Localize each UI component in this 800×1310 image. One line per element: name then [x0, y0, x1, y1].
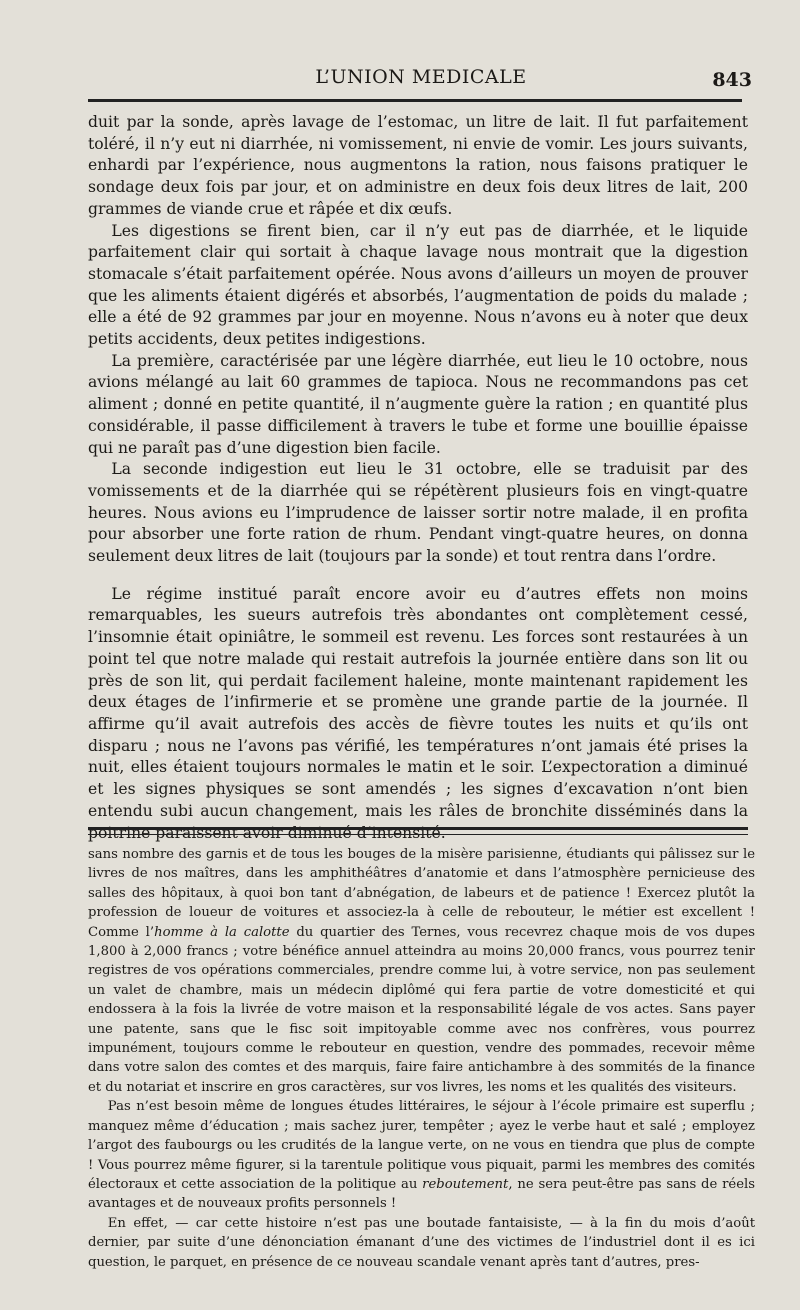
feuilleton-paragraph: En effet, — car cette histoire n’est pas une boutade fantaisiste, — à la fin du mois d’août dernier, par suite d’une dénonciation émanant d’une des victimes de l’industriel dont il es ici question, le parquet, en présence de ce nouveau scandale venant après tant d’autres, pres- [88, 1215, 755, 1270]
paragraph: duit par la sonde, après lavage de l’estomac, un litre de lait. Il fut parfaitement toléré, il n’y eut ni diarrhée, ni vomissement, ni envie de vomir. Les jours suivants, enhardi par l’expérience, nous augmentons la ration, nous faisons pratiquer le sondage deux fois par jour, et on administre en deux fois deux litres de lait, 200 grammes de viande crue et râpée et dix œufs. [88, 113, 748, 218]
italic-phrase: homme à la calotte [154, 924, 290, 940]
feuilleton-paragraph [88, 1097, 755, 1213]
italic-phrase: reboutement [422, 1176, 509, 1192]
text-run: sans nombre des garnis et de tous les bouges de la misère parisienne, étudiants qui pâlissez sur le livres de nos maîtres, dans les amphithéâtres d’anatomie et dans l’atmosphère pernicieuse des salles des hôpitaux, à quoi bon tant d’abnégation, de labeurs et de patience ! Exercez plutôt la profession de loueur de voitures et associez-la à celle de rebouteur, le métier est excellent ! Comme l’ [88, 847, 755, 940]
paragraph: Le régime institué paraît encore avoir eu d’autres effets non moins remarquables, les sueurs autrefois très abondantes ont complètement cessé, l’insomnie était opiniâtre, le sommeil est revenu. Les forces sont restaurées à un point tel que notre malade qui restait autrefois la journée entière dans son lit ou près de son lit, qui perdait facilement haleine, monte maintenant rapidement les deux étages de l’infirmerie et se promène une grande partie de la journée. Il affirme qu’il avait autrefois des accès de fièvre toutes les nuits et qu’ils ont disparu ; nous ne l’avons pas vérifié, les températures n’ont jamais été prises la nuit, elles étaient toujours normales le matin et le soir. L’expectoration a diminué et les signes physiques se sont amendés ; les signes d’excavation n’ont bien entendu subi aucun changement, mais les râles de bronchite disséminés dans la poitrine paraissent avoir diminué d’intensité. [88, 584, 748, 842]
header-rule [88, 99, 742, 102]
text-run: Pas n’est besoin même de longues études littéraires, le séjour à l’école primaire est superflu ; manquez même d’éducation ; mais sachez jurer, tempêter ; ayez le verbe haut et salé ; employez l’argot des faubourgs ou les crudités de la langue verte, on ne vous en tiendra que plus de compte ! Vous pourrez même figurer, si la tarentule politique vous piquait, parmi les membres des comités électoraux et cette association de la politique au [88, 1099, 755, 1192]
feuilleton-paragraph [88, 845, 755, 1097]
paragraph: Les digestions se firent bien, car il n’y eut pas de diarrhée, et le liquide parfaitement clair qui sortait à chaque lavage nous montrait que la digestion stomacale s’était parfaitement opérée. Nous avons d’ailleurs un moyen de prouver que les aliments étaient digérés et absorbés, l’augmentation de poids du malade ; elle a été de 92 grammes par jour en moyenne. Nous n’avons eu à noter que deux petits accidents, deux petites indigestions. [88, 221, 748, 349]
paragraph: La première, caractérisée par une légère diarrhée, eut lieu le 10 octobre, nous avions mélangé au lait 60 grammes de tapioca. Nous ne recommandons pas cet aliment ; donné en petite quantité, il n’augmente guère la ration ; en quantité plus considérable, il passe difficilement à travers le tube et forme une bouillie épaisse qui ne paraît pas d’une digestion bien facile. [88, 351, 748, 457]
page-number: 843 [712, 69, 752, 91]
feuilleton-separator [88, 827, 748, 835]
running-title: L’UNION MEDICALE [315, 66, 527, 88]
article-body [88, 112, 748, 844]
feuilleton-column [88, 845, 755, 1272]
text-run: du quartier des Ternes, vous recevrez chaque mois de vos dupes 1,800 à 2,000 francs ; votre bénéfice annuel atteindra au moins 20,000 francs, vous pourrez tenir registres de vos opérations commerciales, prendre comme lui, à votre service, non pas seulement un valet de chambre, mais un médecin diplômé qui fera partie de votre domesticité et qui endossera à la fois la livrée de votre maison et la responsabilité légale de vos actes. Sans payer une patente, sans que le fisc soit impitoyable comme avec nos confrères, vous pourrez impunément, toujours comme le rebouteur en question, vendre des pommades, recevoir même dans votre salon des comtes et des marquis, faire faire antichambre à des sommités de la finance et du notariat et inscrire en gros caractères, sur vos livres, les noms et les qualités des visiteurs. [88, 924, 755, 1095]
paragraph: La seconde indigestion eut lieu le 31 octobre, elle se traduisit par des vomissements et de la diarrhée qui se répétèrent plusieurs fois en vingt-quatre heures. Nous avions eu l’imprudence de laisser sortir notre malade, il en profita pour absorber une forte ration de rhum. Pendant vingt-quatre heures, on donna seulement deux litres de lait (toujours par la sonde) et tout rentra dans l’ordre. [88, 460, 748, 566]
text-run: , ne sera peut-être pas sans de réels avantages et de nouveaux profits personnels ! [88, 1176, 755, 1212]
page-header [88, 66, 754, 92]
